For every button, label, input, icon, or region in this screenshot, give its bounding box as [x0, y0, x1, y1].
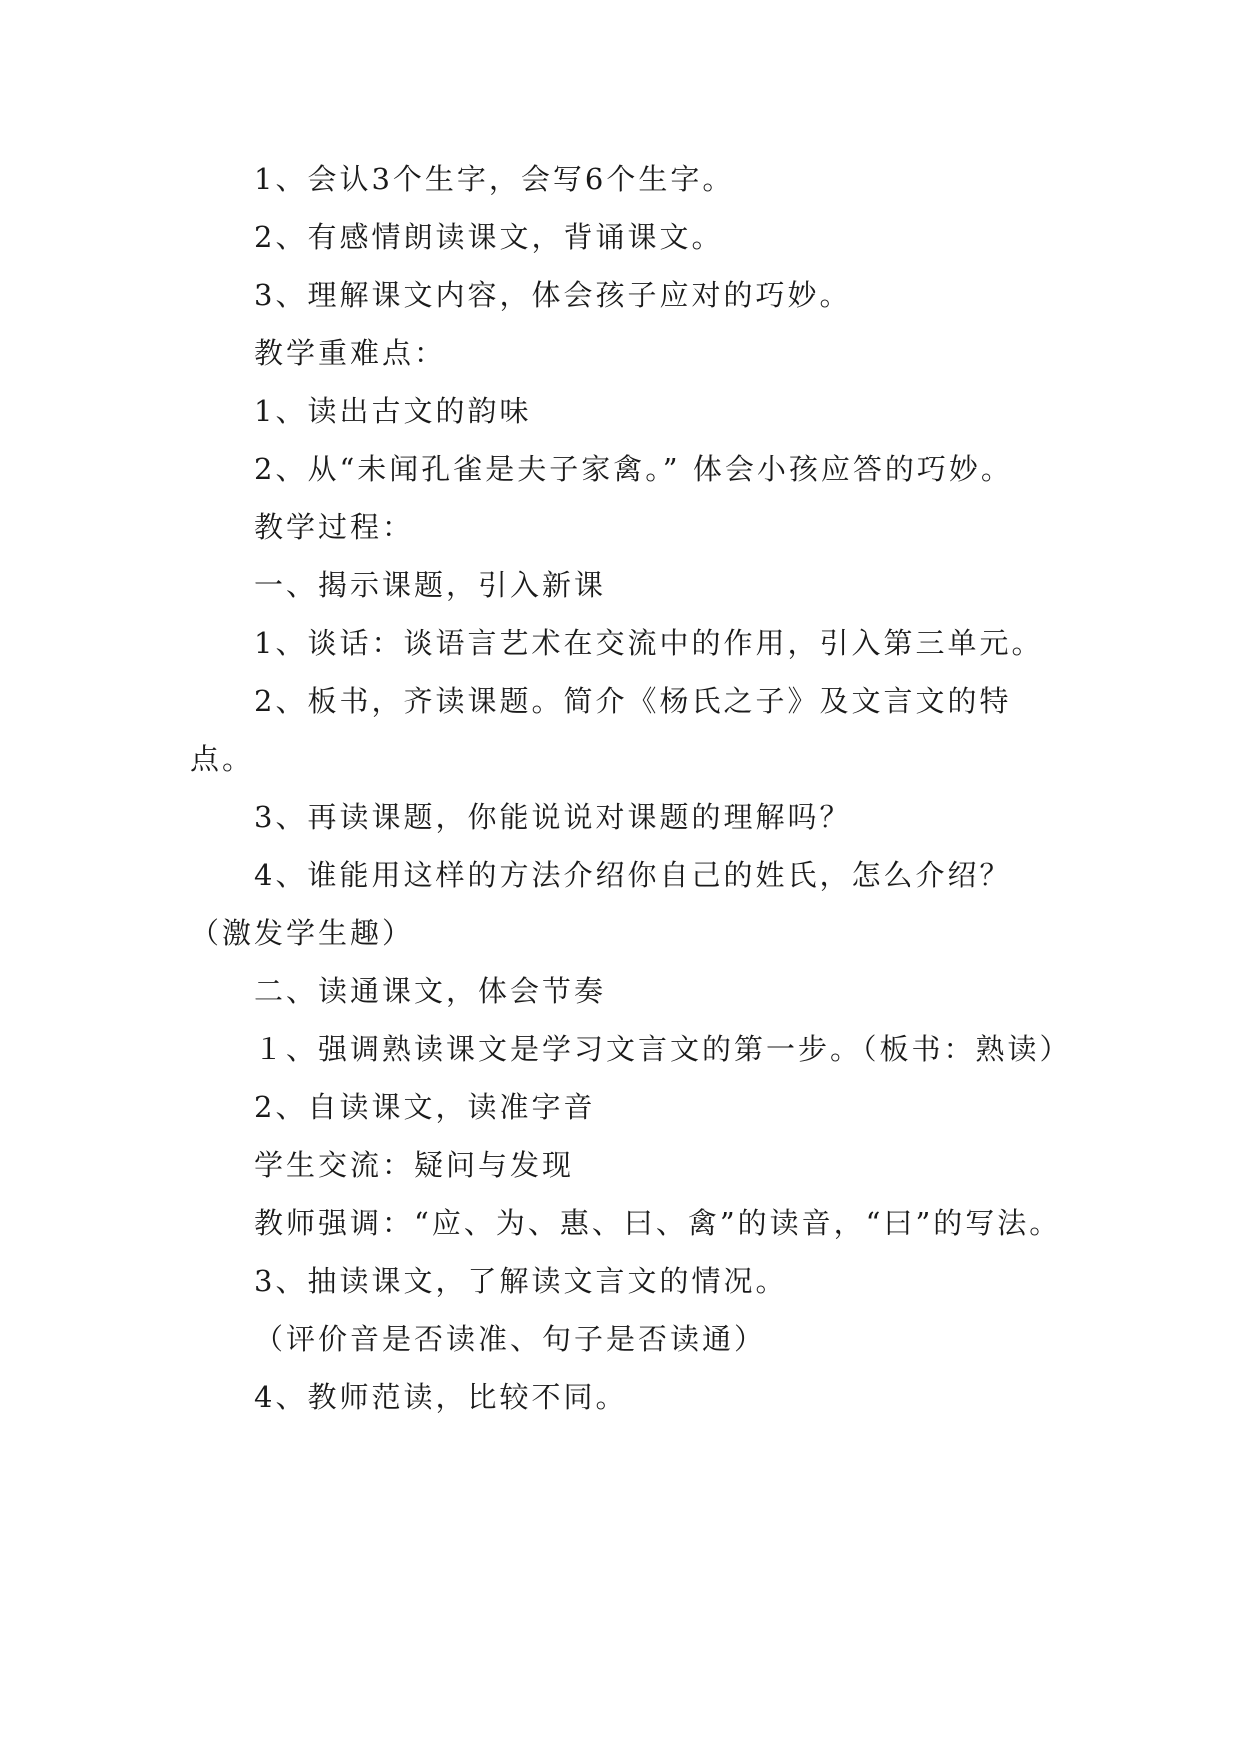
paragraph-key-point-2: 2、从“未闻孔雀是夫子家禽。” 体会小孩应答的巧妙。: [254, 452, 1013, 486]
paragraph-step-1-4: 4、谁能用这样的方法介绍你自己的姓氏，怎么介绍？（激发学生趣）: [190, 858, 1012, 950]
paragraph-step-2-4: 4、教师范读，比较不同。: [254, 1380, 628, 1414]
paragraph-step-1-3: 3、再读课题，你能说说对课题的理解吗？: [254, 800, 852, 834]
paragraph-step-2-3: 3、抽读课文，了解读文言文的情况。: [254, 1264, 788, 1298]
section-heading-2: 二、读通课文，体会节奏: [254, 974, 607, 1008]
paragraph-step-2-2: 2、自读课文，读准字音: [254, 1090, 596, 1124]
paragraph-key-point-1: 1、读出古文的韵味: [254, 394, 532, 428]
paragraph-goal-1: 1、会认3个生字，会写6个生字。: [254, 162, 735, 196]
paragraph-step-1-2: 2、板书，齐读课题。简介《杨氏之子》及文言文的特点。: [190, 684, 1012, 776]
heading-key-points: 教学重难点：: [254, 336, 447, 370]
paragraph-teacher-emphasis: 教师强调：“应、为、惠、曰、禽”的读音，“曰”的写法。: [254, 1206, 1062, 1240]
paragraph-step-1-1: 1、谈话：谈语言艺术在交流中的作用，引入第三单元。: [254, 626, 1044, 660]
section-heading-1: 一、揭示课题，引入新课: [254, 568, 607, 602]
paragraph-step-2-1: １、强调熟读课文是学习文言文的第一步。（板书：熟读）: [254, 1032, 1072, 1066]
paragraph-student-exchange: 学生交流：疑问与发现: [254, 1148, 575, 1182]
paragraph-goal-3: 3、理解课文内容，体会孩子应对的巧妙。: [254, 278, 852, 312]
heading-teaching-process: 教学过程：: [254, 510, 415, 544]
paragraph-evaluation-note: （评价音是否读准、句子是否读通）: [254, 1322, 767, 1356]
document-body: [190, 150, 1070, 1426]
paragraph-goal-2: 2、有感情朗读课文，背诵课文。: [254, 220, 724, 254]
